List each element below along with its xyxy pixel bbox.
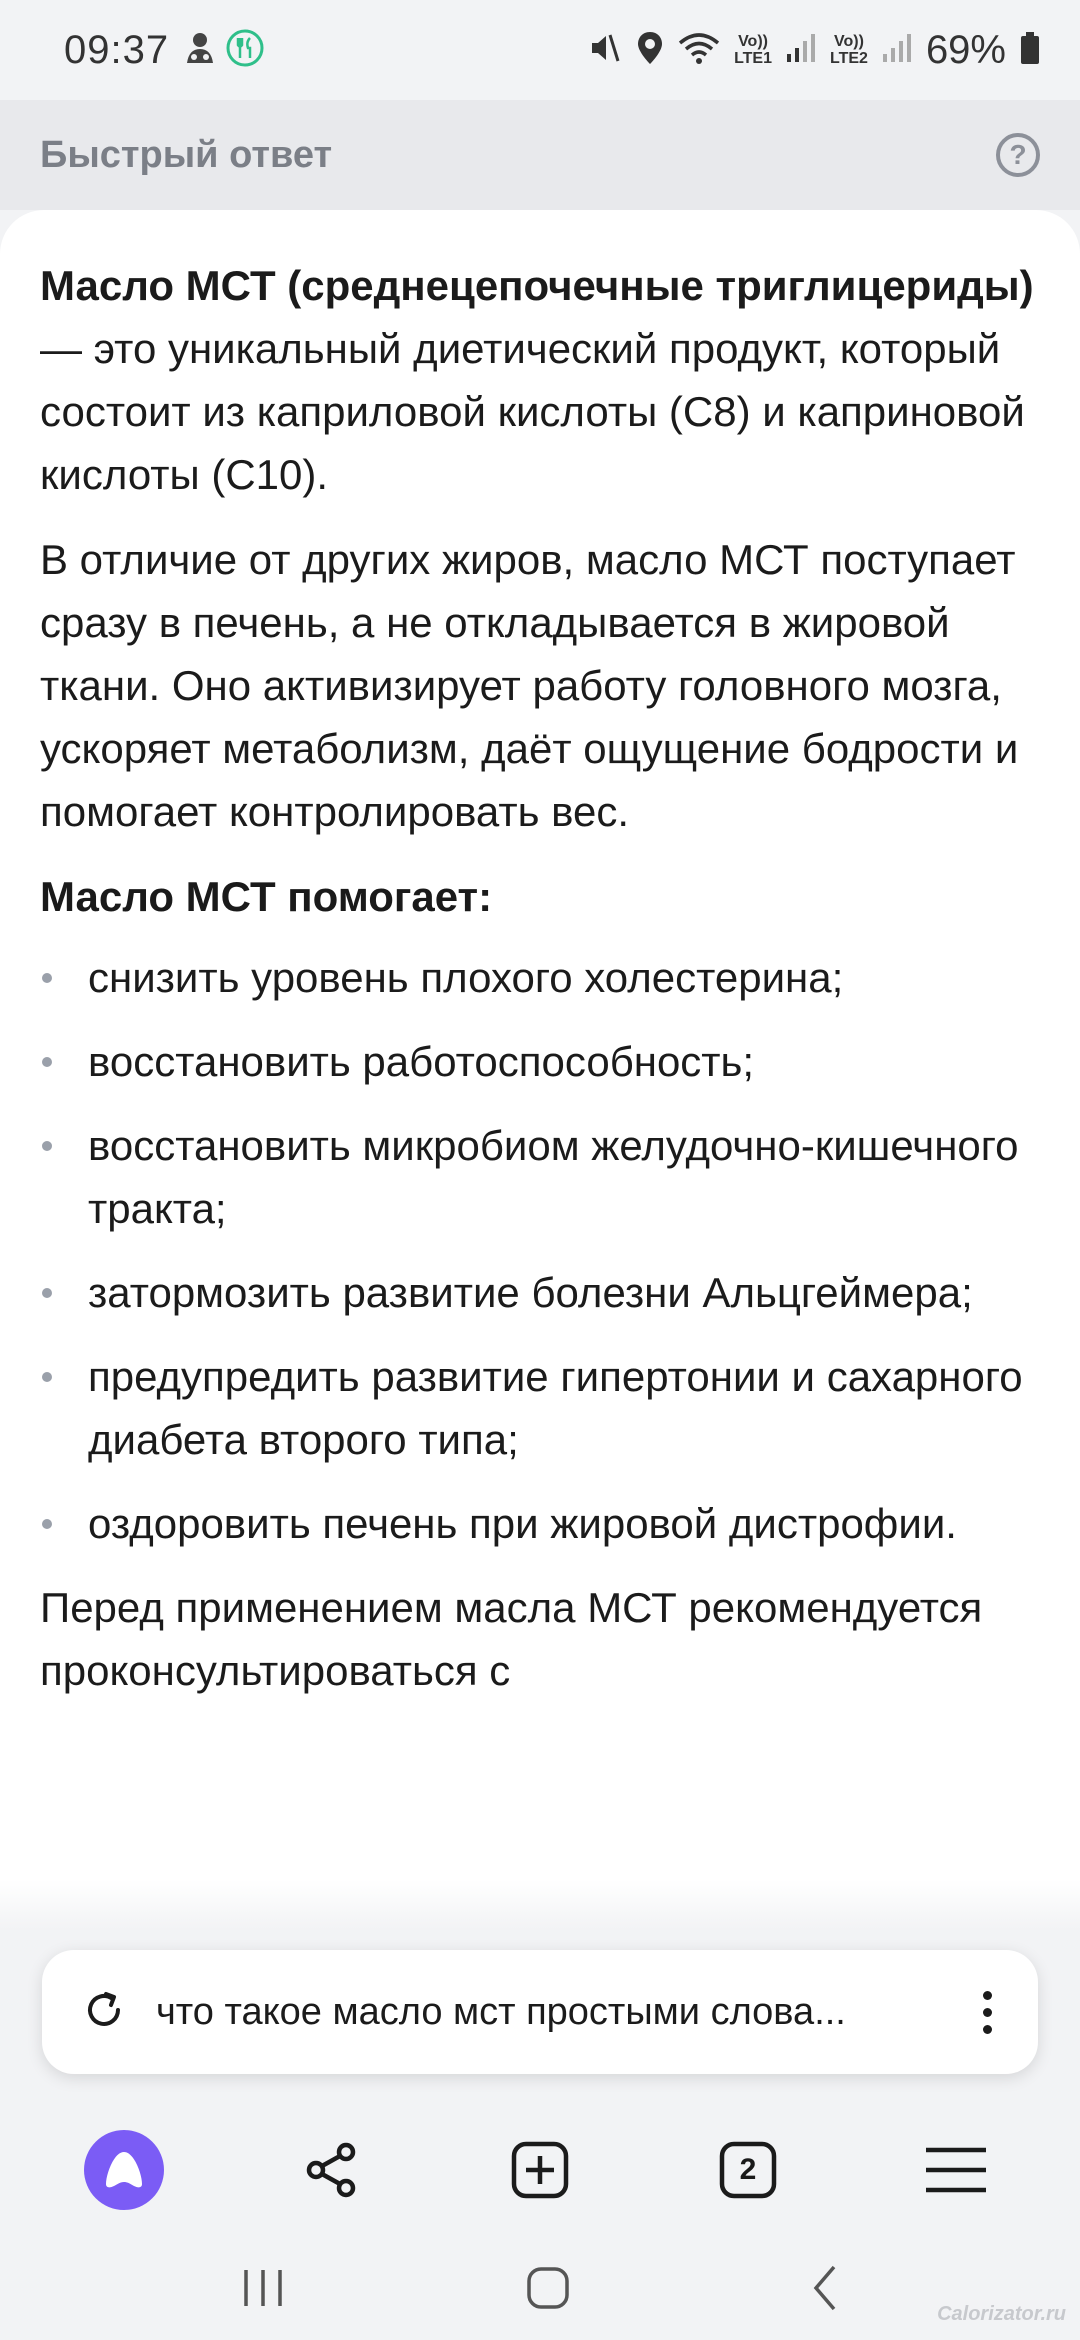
browser-toolbar: [0, 2105, 1080, 2235]
share-icon[interactable]: [282, 2120, 382, 2220]
refresh-icon[interactable]: [82, 1988, 126, 2037]
back-icon[interactable]: [808, 2263, 842, 2318]
description-paragraph: В отличие от других жиров, масло МСТ поступает сразу в печень, а не откладывается в жировой ткани. Оно активизирует работу головного мозга, ускоряет метаболизм, даёт ощущение бодрости и помогает контролировать вес.: [40, 536, 1019, 835]
sim1-lte-label: LTE1: [734, 50, 772, 67]
sim2-volte-label: Vo)): [834, 33, 864, 50]
intro-bold-term: Масло МСТ (среднецепочечные триглицериды): [40, 262, 1034, 309]
list-item: предупредить развитие гипертонии и сахарного диабета второго типа;: [40, 1345, 1040, 1471]
intro-paragraph: [40, 254, 1040, 506]
search-query-bar[interactable]: [42, 1950, 1038, 2074]
sim2-lte-indicator: [830, 33, 868, 67]
benefits-heading: Масло МСТ помогает:: [40, 873, 493, 920]
menu-icon[interactable]: [906, 2120, 1006, 2220]
new-tab-icon[interactable]: [490, 2120, 590, 2220]
tabs-counter-button[interactable]: [698, 2120, 798, 2220]
benefits-list: [40, 946, 1040, 1555]
food-icon: [225, 28, 265, 73]
list-item: восстановить работоспособность;: [40, 1030, 1040, 1093]
search-query-text[interactable]: что такое масло мст простыми слова...: [156, 1990, 846, 2033]
bottom-panel: [0, 1930, 1080, 2340]
more-options-icon[interactable]: [972, 1991, 1002, 2034]
watermark: Calorizator.ru: [937, 2303, 1066, 2325]
battery-percent: 69%: [925, 27, 1006, 72]
intro-text: — это уникальный диетический продукт, который состоит из каприловой кислоты (С8) и каприновой кислоты (С10).: [40, 325, 1025, 498]
quick-answer-header: [0, 100, 1080, 210]
recent-apps-icon[interactable]: [238, 2266, 288, 2315]
list-item: восстановить микробиом желудочно-кишечного тракта;: [40, 1114, 1040, 1240]
mute-icon: [588, 31, 622, 70]
content-fade: [0, 1880, 1080, 1930]
list-item: снизить уровень плохого холестерина;: [40, 946, 1040, 1009]
sim1-lte-indicator: [734, 33, 772, 67]
sim1-volte-label: Vo)): [738, 33, 768, 50]
location-icon: [636, 30, 664, 71]
list-item: оздоровить печень при жировой дистрофии.: [40, 1492, 1040, 1555]
signal-icon: [882, 32, 912, 69]
battery-icon: [1020, 31, 1040, 70]
closing-paragraph: Перед применением масла МСТ рекомендуется проконсультироваться с: [40, 1584, 983, 1694]
wifi-icon: [678, 31, 720, 70]
sim2-lte-label: LTE2: [830, 50, 868, 67]
alice-assistant-button[interactable]: [74, 2120, 174, 2220]
system-navigation-bar: [0, 2240, 1080, 2340]
help-button[interactable]: ?: [996, 133, 1040, 177]
home-icon[interactable]: [525, 2265, 571, 2316]
header-title: Быстрый ответ: [40, 133, 333, 176]
status-time: 09:37: [64, 27, 170, 72]
answer-card: [0, 210, 1080, 1930]
signal-icon: [786, 32, 816, 69]
status-bar: [0, 0, 1080, 100]
list-item: затормозить развитие болезни Альцгеймера;: [40, 1261, 1040, 1324]
incognito-icon: [185, 31, 215, 70]
tabs-count: 2: [739, 2153, 757, 2186]
